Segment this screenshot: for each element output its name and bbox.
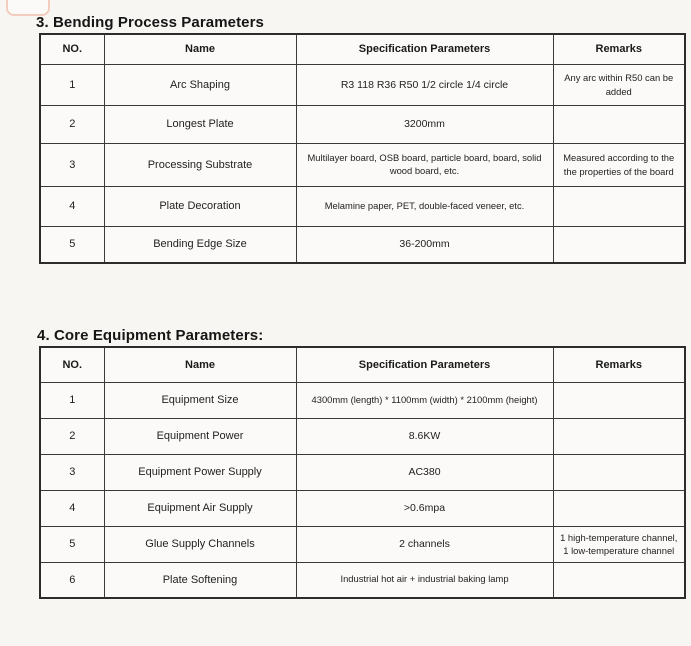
- table-cell: 3200mm: [296, 105, 553, 143]
- table-cell: 3: [40, 454, 104, 490]
- table-cell: [553, 226, 685, 263]
- table-row: [40, 105, 685, 143]
- column-header: NO.: [40, 347, 104, 382]
- table-cell: R3 118 R36 R50 1/2 circle 1/4 circle: [296, 64, 553, 105]
- table-cell: Glue Supply Channels: [104, 526, 296, 562]
- table-cell: Arc Shaping: [104, 64, 296, 105]
- section-title-core-equipment: 4. Core Equipment Parameters:: [37, 327, 264, 345]
- table-row: [40, 226, 685, 263]
- table-cell: 4300mm (length) * 1100mm (width) * 2100mm (height): [296, 382, 553, 418]
- table-cell: Multilayer board, OSB board, particle board, board, solid wood board, etc.: [296, 143, 553, 186]
- table-cell: 5: [40, 526, 104, 562]
- table-cell: 2 channels: [296, 526, 553, 562]
- table-cell: AC380: [296, 454, 553, 490]
- core-equipment-parameters-table: [39, 346, 686, 599]
- table-cell: 3: [40, 143, 104, 186]
- table-row: [40, 186, 685, 226]
- table-cell: 1: [40, 382, 104, 418]
- table-cell: [553, 186, 685, 226]
- table-cell: 8.6KW: [296, 418, 553, 454]
- table-cell: 36-200mm: [296, 226, 553, 263]
- bending-process-parameters-table: [39, 33, 686, 264]
- column-header: Name: [104, 34, 296, 64]
- table-cell: Longest Plate: [104, 105, 296, 143]
- table-cell: [553, 382, 685, 418]
- table-cell: [553, 490, 685, 526]
- table-cell: 1 high-temperature channel, 1 low-temperature channel: [553, 526, 685, 562]
- column-header: Specification Parameters: [296, 347, 553, 382]
- table-cell: Measured according to the the properties of the board: [553, 143, 685, 186]
- column-header: NO.: [40, 34, 104, 64]
- table-cell: Melamine paper, PET, double-faced veneer, etc.: [296, 186, 553, 226]
- table-cell: Plate Decoration: [104, 186, 296, 226]
- column-header: Remarks: [553, 347, 685, 382]
- table-cell: 5: [40, 226, 104, 263]
- table-header-row: [40, 34, 685, 64]
- table-cell: Bending Edge Size: [104, 226, 296, 263]
- table-cell: [553, 105, 685, 143]
- table-cell: 2: [40, 418, 104, 454]
- table-row: [40, 382, 685, 418]
- table-cell: Equipment Power Supply: [104, 454, 296, 490]
- table-cell: >0.6mpa: [296, 490, 553, 526]
- table-cell: Equipment Size: [104, 382, 296, 418]
- table-cell: [553, 562, 685, 598]
- table-cell: [553, 454, 685, 490]
- table-row: [40, 562, 685, 598]
- table-row: [40, 490, 685, 526]
- table-row: [40, 143, 685, 186]
- table-cell: 4: [40, 186, 104, 226]
- table-header-row: [40, 347, 685, 382]
- table-cell: 2: [40, 105, 104, 143]
- table-cell: Equipment Air Supply: [104, 490, 296, 526]
- section-title-bending-process: 3. Bending Process Parameters: [36, 14, 265, 32]
- table-cell: [553, 418, 685, 454]
- table-cell: Any arc within R50 can be added: [553, 64, 685, 105]
- table-cell: Processing Substrate: [104, 143, 296, 186]
- table-cell: Industrial hot air + industrial baking lamp: [296, 562, 553, 598]
- table-row: [40, 418, 685, 454]
- table-cell: 4: [40, 490, 104, 526]
- table-cell: Equipment Power: [104, 418, 296, 454]
- table-row: [40, 526, 685, 562]
- table-cell: Plate Softening: [104, 562, 296, 598]
- column-header: Remarks: [553, 34, 685, 64]
- table-cell: 6: [40, 562, 104, 598]
- column-header: Specification Parameters: [296, 34, 553, 64]
- table-cell: 1: [40, 64, 104, 105]
- table-row: [40, 64, 685, 105]
- table-row: [40, 454, 685, 490]
- column-header: Name: [104, 347, 296, 382]
